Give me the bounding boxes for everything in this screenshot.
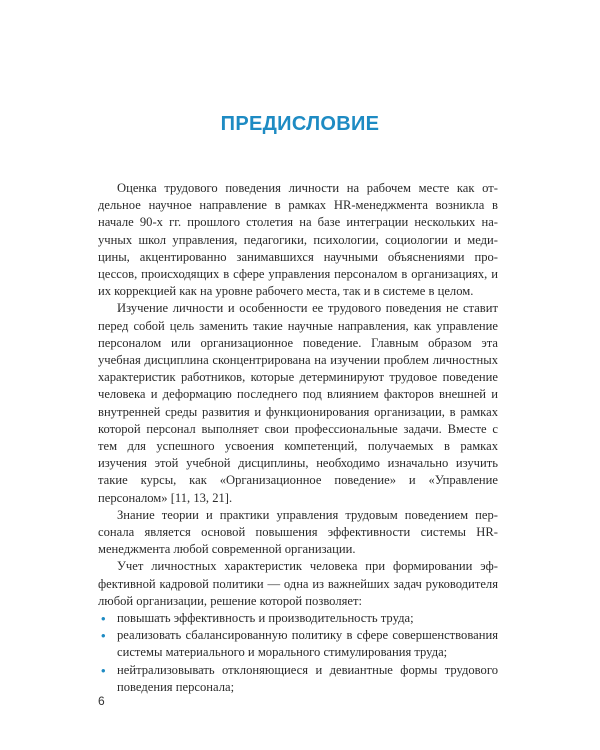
paragraph: Знание теории и практики управления трудовым поведением персонала является основой повышения эффективности системы HR-менеджмента любой современной организации.: [98, 507, 498, 557]
list-item-text: реализовать сбалансированную политику в сфере совершенствования системы материального и морального стимулирования труда;: [117, 628, 498, 660]
paragraph: Учет личностных характеристик человека при формировании эффективной кадровой политики — одна из важнейших задач руководителя любой организации, решение которой позволяет:: [98, 559, 498, 608]
list-item: [98, 610, 498, 627]
paragraph: Оценка трудового поведения личности на рабочем месте как отдельное научное направление в рамках HR-менеджмента возникла в начале 90-х гг. прошлого столетия на базе интеграции нескольких научных школ управления, педагогики, психологии, социологии и медицины, акцентированно занимавшихся научными объяснениями процессов, происходящих в сфере управления персоналом в организациях, и их коррекцией как на уровне рабочего места, так и в системе в целом.: [98, 181, 498, 299]
bullet-icon: •: [101, 628, 106, 644]
paragraph: Изучение личности и особенности ее трудового поведения не ставит перед собой цель заменить такие научные направления, как управление персоналом или организационное поведение. Главным образом эта учебная дисциплина сконцентрирована на изучении проблем личностных характеристик работников, которые детерминируют трудовое поведение человека и деформацию последнего под влиянием факторов внешней и внутренней среды развития и функционирования организации, в рамках которой персонал выполняет свои профессиональные задачи. Вместе с тем для успешного усвоения компетенций, получаемых в рамках изучения этой учебной дисциплины, необходимо изначально изучить такие курсы, как «Организационное поведение» и «Управление персоналом» [11, 13, 21].: [98, 301, 498, 505]
list-item: [98, 662, 498, 696]
body-text: [98, 180, 498, 696]
list-item-text: повышать эффективность и производительность труда;: [117, 611, 414, 626]
bullet-list: [98, 610, 498, 696]
bullet-icon: •: [101, 662, 106, 678]
list-item: [98, 627, 498, 661]
list-item-text: нейтрализовывать отклоняющиеся и девиантные формы трудового поведения персонала;: [117, 662, 498, 694]
page-number: 6: [98, 694, 105, 708]
page-title: ПРЕДИСЛОВИЕ: [220, 113, 380, 135]
bullet-icon: •: [101, 611, 106, 627]
